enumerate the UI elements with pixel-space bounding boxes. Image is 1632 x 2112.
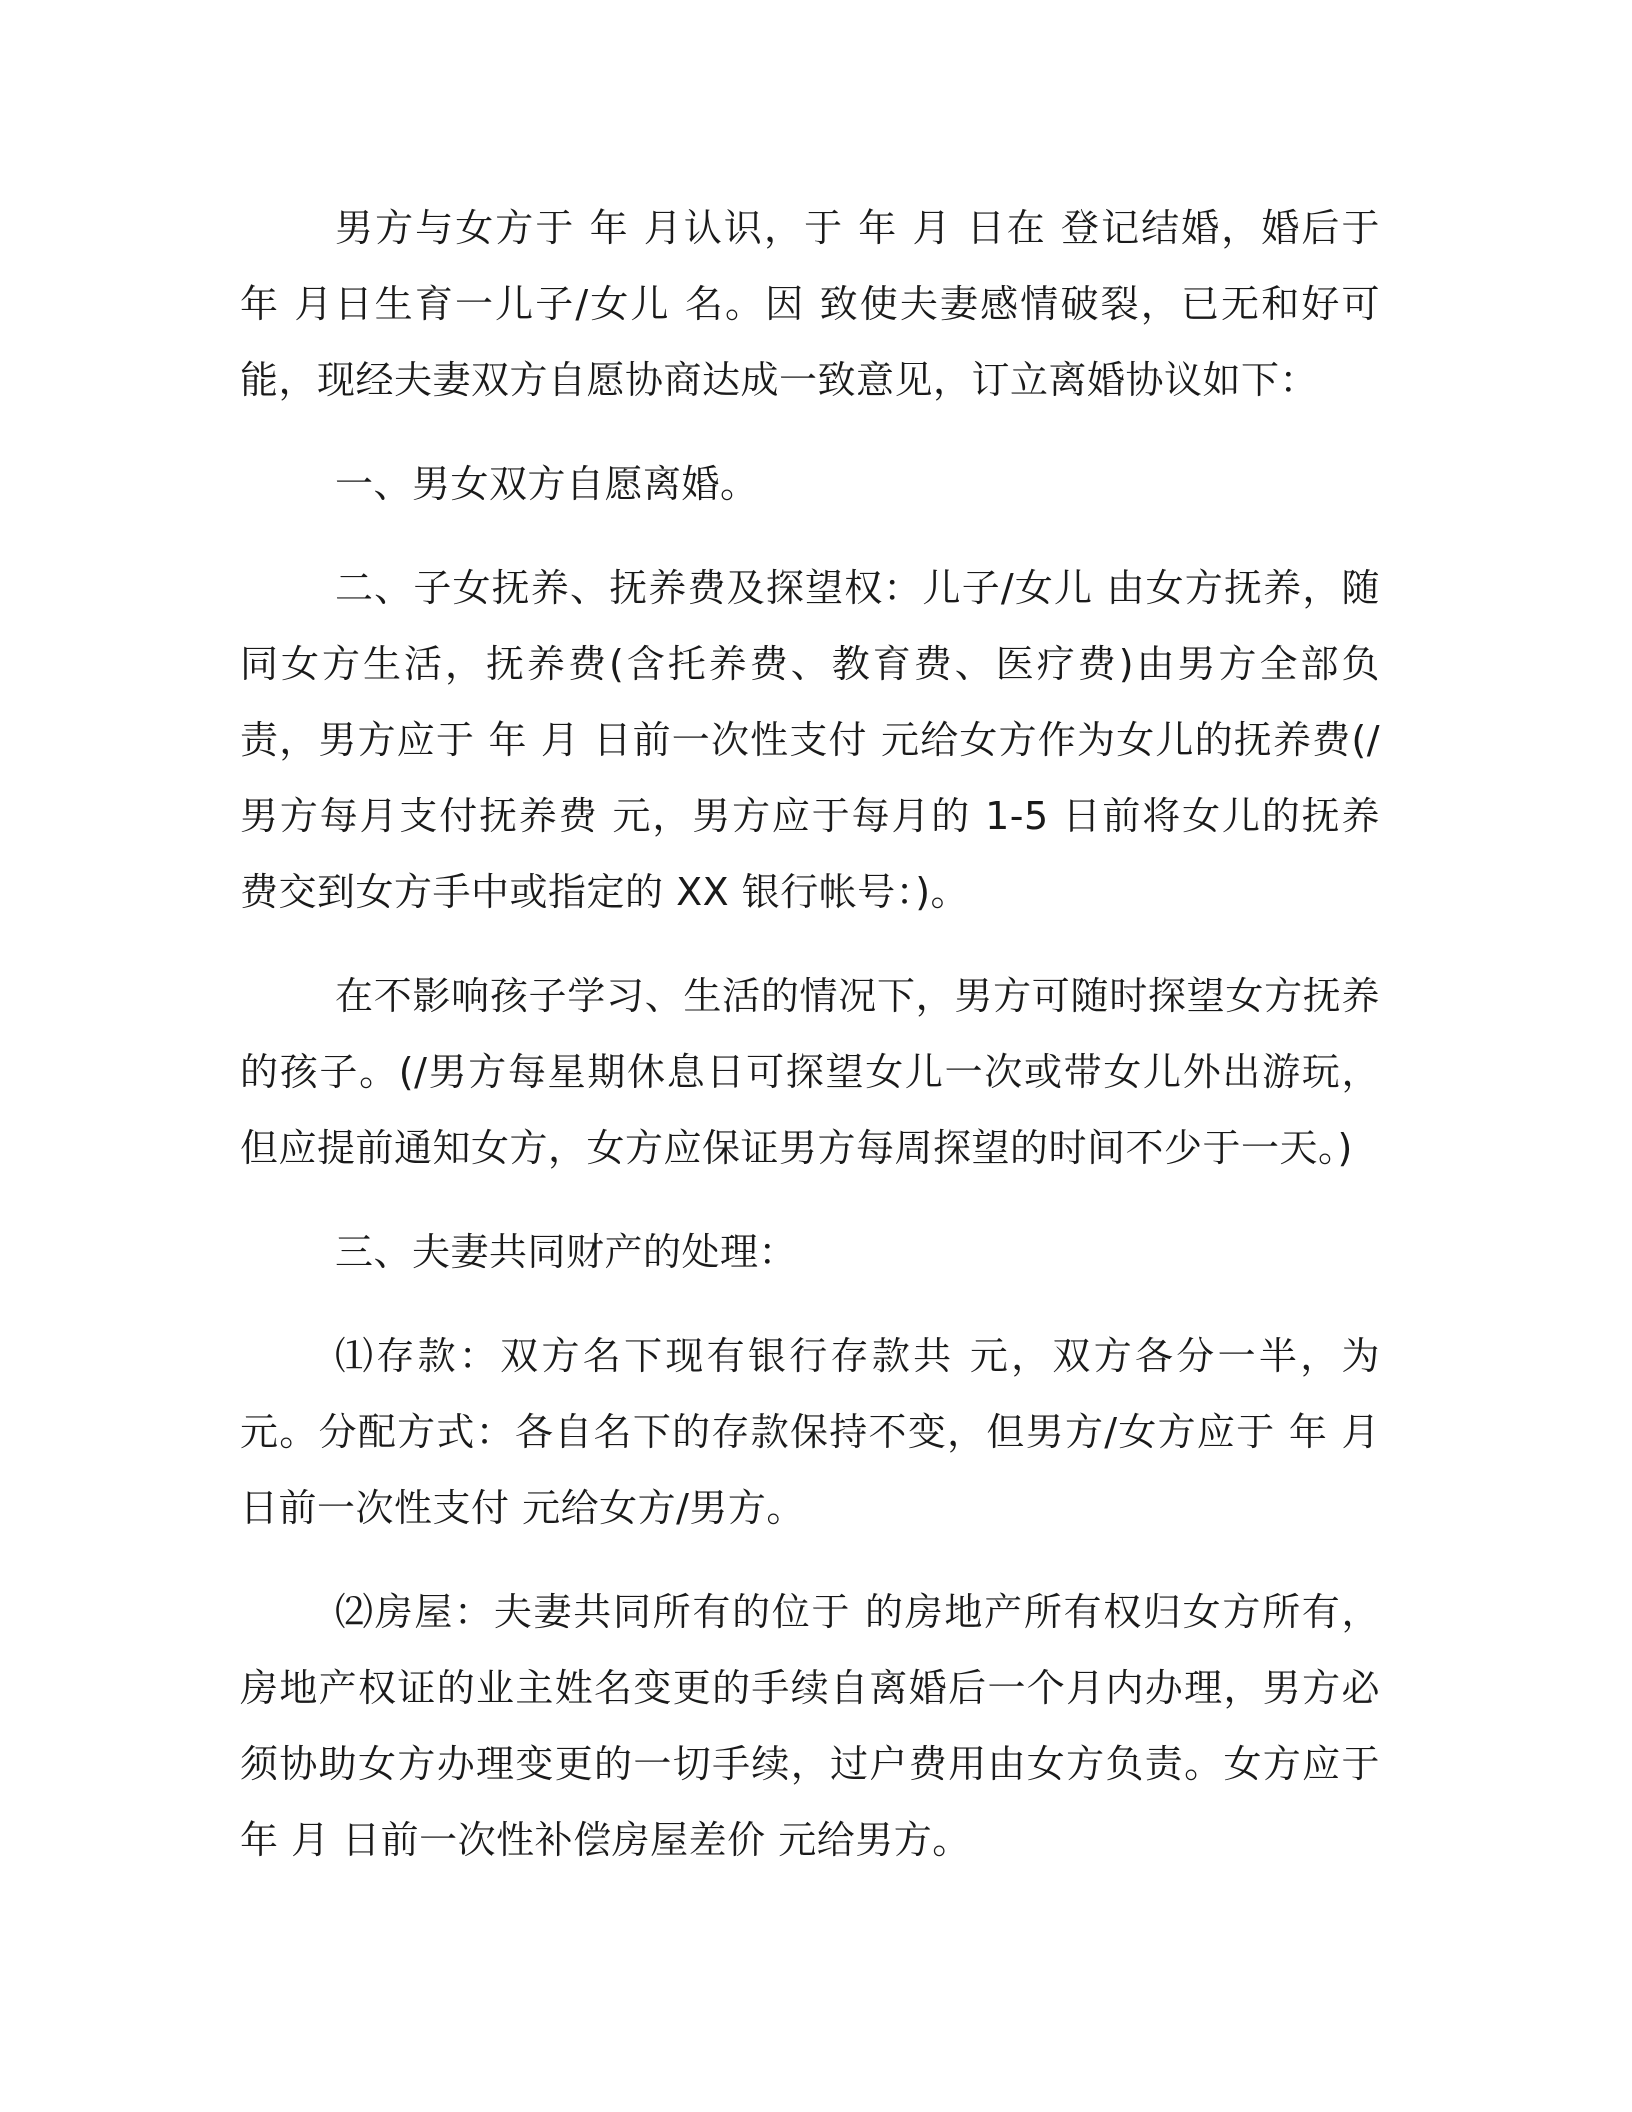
- savings-paragraph: ⑴存款：双方名下现有银行存款共 元，双方各分一半，为 元。分配方式：各自名下的存款保持不变，但男方/女方应于 年 月 日前一次性支付 元给女方/男方。: [240, 1334, 1380, 1530]
- intro-paragraph: 男方与女方于 年 月认识，于 年 月 日在 登记结婚，婚后于 年 月日生育一儿子/女儿 名。因 致使夫妻感情破裂，已无和好可能，现经夫妻双方自愿协商达成一致意见，订立离婚协议如下：: [240, 206, 1380, 402]
- clause-2-paragraph: 二、子女抚养、抚养费及探望权：儿子/女儿 由女方抚养，随同女方生活，抚养费(含托养费、教育费、医疗费)由男方全部负责，男方应于 年 月 日前一次性支付 元给女方作为女儿的抚养费(/男方每月支付抚养费 元，男方应于每月的 1-5 日前将女儿的抚养费交到女方手中或指定的 XX 银行帐号：)。: [240, 566, 1380, 914]
- clause-1-heading: 一、男女双方自愿离婚。: [335, 462, 759, 506]
- clause-3-heading: 三、夫妻共同财产的处理：: [335, 1230, 798, 1274]
- agreement-body: [240, 190, 1380, 1906]
- housing-paragraph: ⑵房屋：夫妻共同所有的位于 的房地产所有权归女方所有， 房地产权证的业主姓名变更的手续自离婚后一个月内办理，男方必须协助女方办理变更的一切手续，过户费用由女方负责。女方应于 年 月 日前一次性补偿房屋差价 元给男方。: [240, 1590, 1380, 1862]
- visitation-paragraph: 在不影响孩子学习、生活的情况下，男方可随时探望女方抚养的孩子。(/男方每星期休息日可探望女儿一次或带女儿外出游玩，但应提前通知女方，女方应保证男方每周探望的时间不少于一天。): [240, 974, 1380, 1170]
